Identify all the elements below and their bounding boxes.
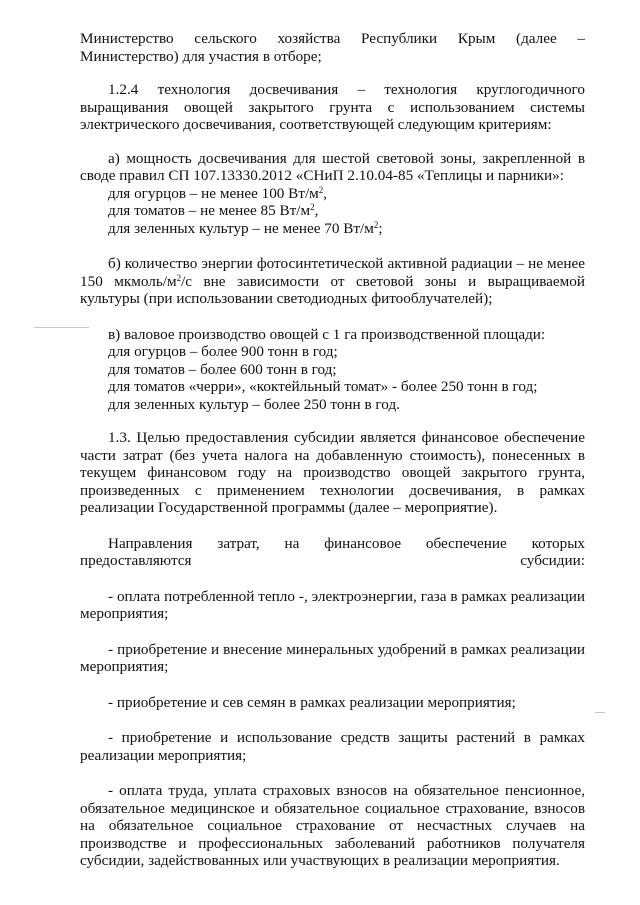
criterion-c-tomatoes: для томатов – более 600 тонн в год; — [108, 360, 337, 378]
criterion-a-cucumbers: для огурцов – не менее 100 $Вт/м^2$, — [108, 184, 328, 202]
item-seeds: - приобретение и сев семян в рамках реализации мероприятия; — [108, 693, 516, 711]
criterion-c-greens: для зеленных культур – более 250 тонн в год. — [108, 395, 400, 413]
item-fertilizers: - приобретение и внесение минеральных удобрений в рамках реализации мероприятия; — [80, 640, 585, 675]
item-labor: - оплата труда, уплата страховых взносов на обязательное пенсионное, обязательное медицинское и обязательное социальное страхование, взносов на обязательное социальное страхование от несчастных случаев на производстве и профессиональных заболеваний работников получателя субсидии, задействованных или участвующих в реализации мероприятия. — [80, 782, 585, 869]
criterion-a-text: а) мощность досвечивания для шестой световой зоны, закрепленной в своде правил СП 107.13330.2012 «СНиП 2.10.04-85 «Теплицы и парники»: — [80, 149, 585, 184]
paragraph-ministry: Министерство сельского хозяйства Республики Крым (далее – Министерство) для участия в отборе; — [80, 30, 585, 65]
criterion-c-text: в) валовое производство овощей с 1 га производственной площади: — [108, 325, 546, 343]
document-body — [80, 30, 585, 870]
criterion-c — [80, 326, 585, 414]
scan-mark-right — [595, 712, 605, 713]
criterion-b: б) количество энергии фотосинтетической активной радиации – не менее 150 мкмоль/$м^2/с$ вне зависимости от световой зоны и выращиваемой культуры (при использовании светодиодных фитооблучателей); — [80, 255, 585, 307]
criterion-a-tomatoes: для томатов – не менее 85 $Вт/м^2$, — [108, 202, 319, 219]
scan-mark-left — [34, 327, 89, 328]
criterion-c-cucumbers: для огурцов – более 900 тонн в год; — [108, 343, 338, 360]
criterion-a-greens: для зеленных культур – не менее 70 $Вт/м^2$; — [108, 219, 383, 237]
paragraph-1-3: 1.3. Целью предоставления субсидии является финансовое обеспечение части затрат (без учета налога на добавленную стоимость), понесенных в текущем финансовом году на производство овощей закрытого грунта, произведенных с применением технологии досвечивания, в рамках реализации Государственной программы (далее – мероприятие). — [80, 429, 585, 516]
item-plant-protection: - приобретение и использование средств защиты растений в рамках реализации мероприятия; — [80, 729, 585, 764]
item-energy: - оплата потребленной тепло -, электроэнергии, газа в рамках реализации мероприятия; — [80, 587, 585, 622]
criterion-a — [80, 150, 585, 238]
paragraph-1-2-4: 1.2.4 технология досвечивания – технология круглогодичного выращивания овощей закрытого грунта с использованием системы электрического досвечивания, соответствующей следующим критериям: — [80, 81, 585, 133]
criterion-c-cherry: для томатов «черри», «коктейльный томат» - более 250 тонн в год; — [108, 378, 538, 395]
paragraph-directions: Направления затрат, на финансовое обеспечение которых предоставляются субсидии: — [80, 534, 585, 569]
